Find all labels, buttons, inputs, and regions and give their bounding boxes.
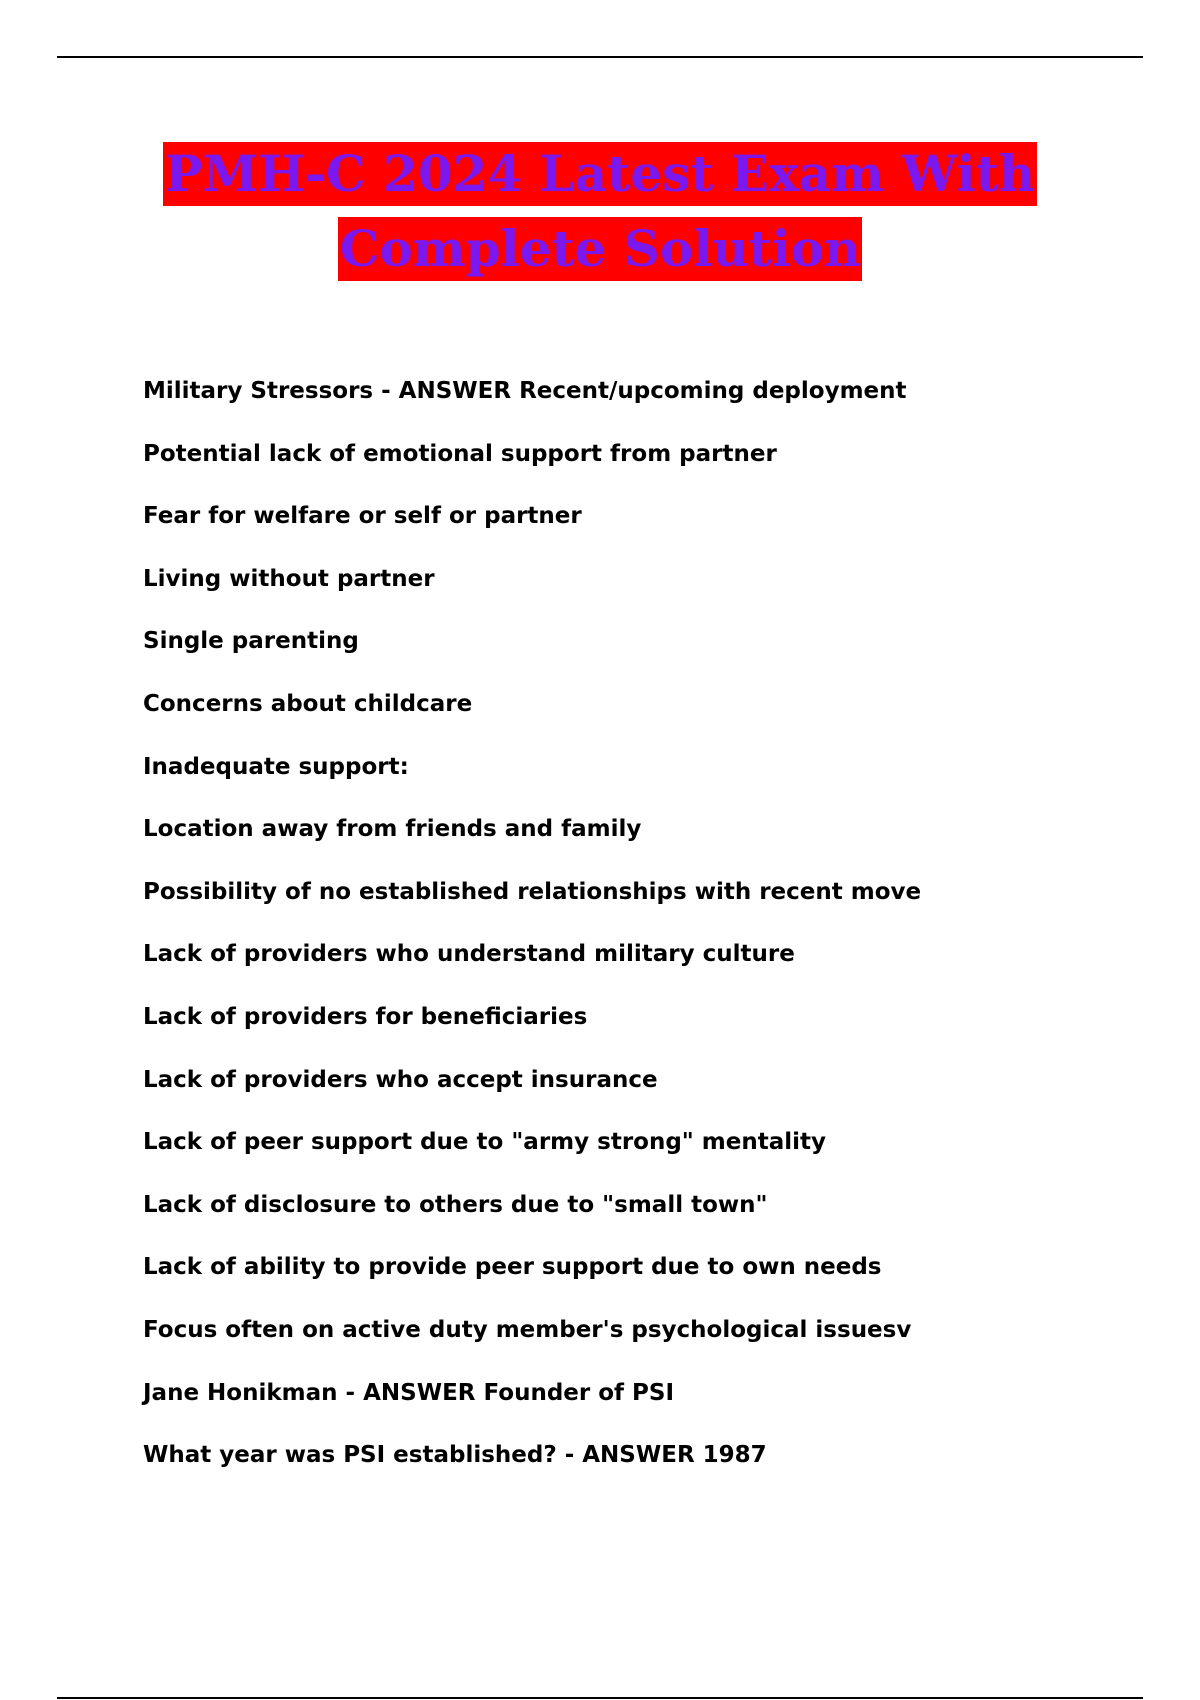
text-line: Fear for welfare or self or partner [143, 503, 582, 530]
text-line: Possibility of no established relationships with recent move [143, 878, 922, 905]
text-line: Focus often on active duty member's psychological issuesv [143, 1316, 912, 1343]
bottom-rule [57, 1697, 1143, 1699]
text-line: Potential lack of emotional support from partner [143, 440, 777, 467]
text-line: Living without partner [143, 565, 435, 592]
top-rule [57, 56, 1143, 58]
title-line-2: Complete Solution [338, 217, 863, 281]
document-title [0, 142, 1200, 292]
document-body [143, 376, 1143, 1503]
text-line: Lack of providers who understand military culture [143, 941, 795, 968]
text-line: Concerns about childcare [143, 690, 473, 717]
text-line: Military Stressors - ANSWER Recent/upcoming deployment [143, 378, 907, 404]
text-line: Single parenting [143, 628, 359, 655]
text-line: What year was PSI established? - ANSWER 1987 [143, 1442, 767, 1469]
text-line: Jane Honikman - ANSWER Founder of PSI [143, 1379, 675, 1406]
text-line: Inadequate support: [143, 753, 409, 780]
text-line: Lack of ability to provide peer support due to own needs [143, 1254, 882, 1281]
text-line: Location away from friends and family [143, 816, 642, 843]
text-line: Lack of providers who accept insurance [143, 1066, 658, 1093]
text-line: Lack of peer support due to "army strong" mentality [143, 1129, 827, 1156]
text-line: Lack of providers for beneficiaries [143, 1003, 588, 1030]
title-line-1: PMH-C 2024 Latest Exam With [163, 142, 1037, 206]
text-line: Lack of disclosure to others due to "small town" [143, 1191, 768, 1218]
